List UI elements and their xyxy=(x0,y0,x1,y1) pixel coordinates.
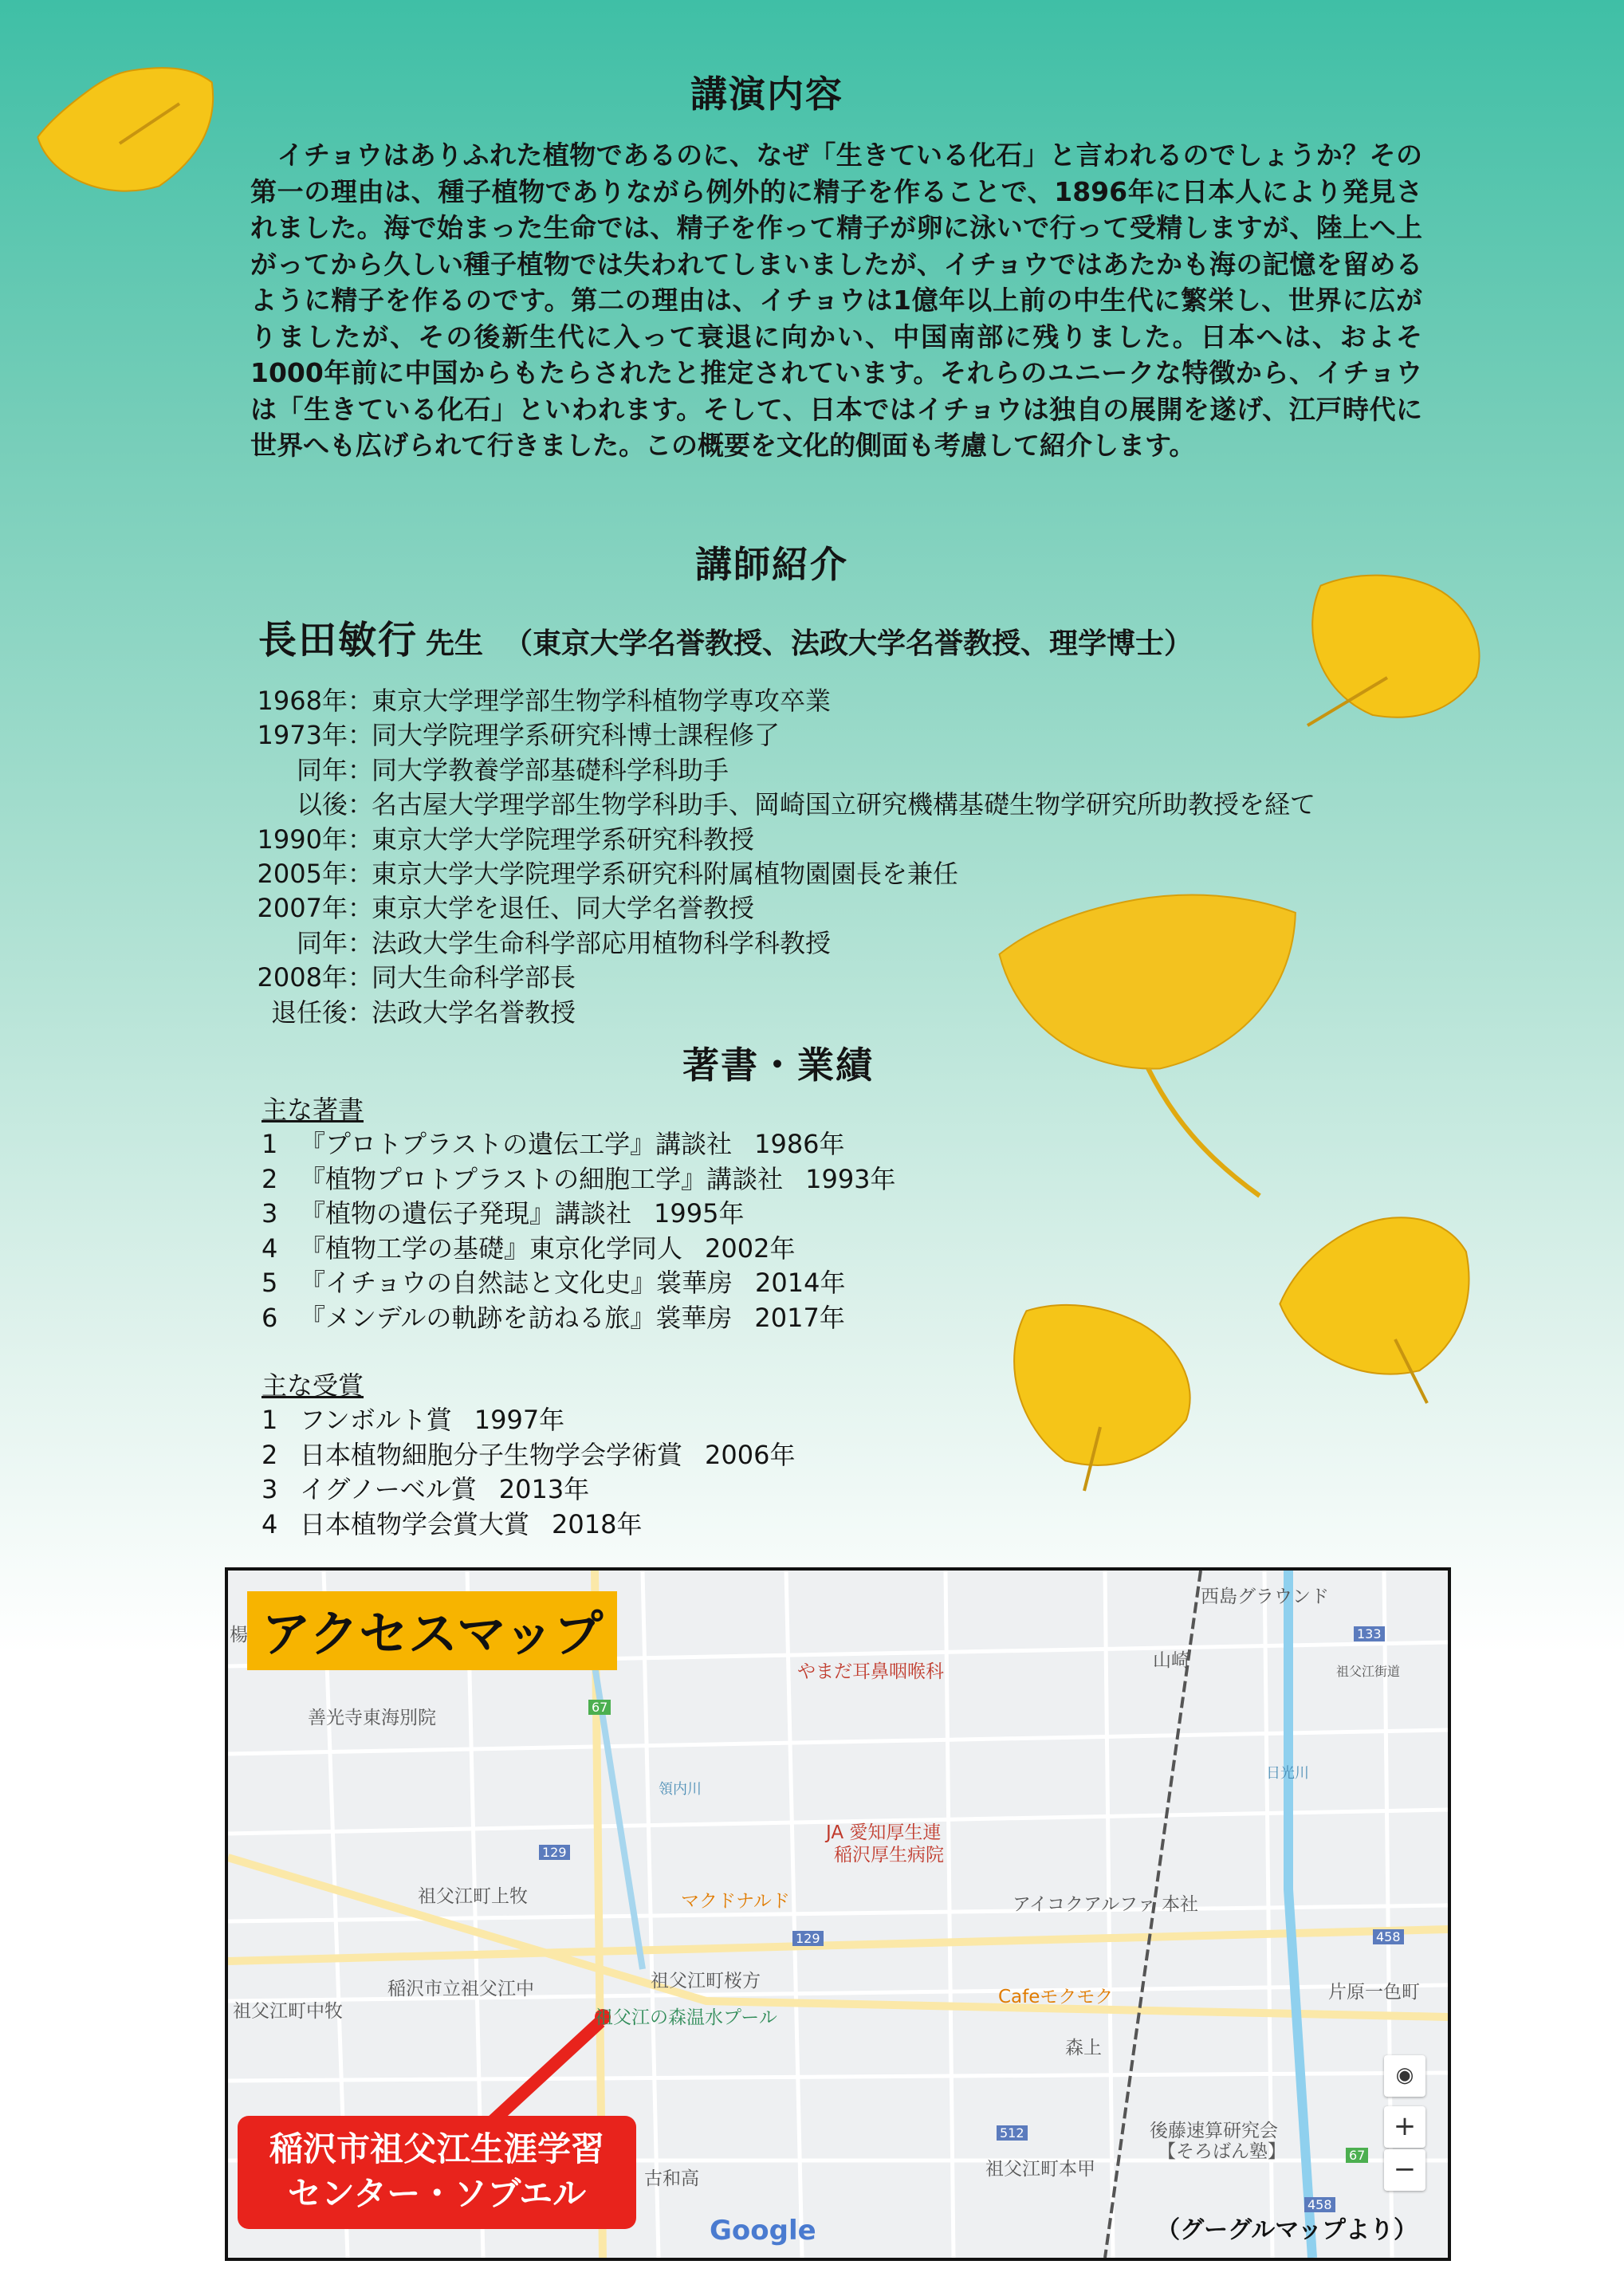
books-heading: 主な著書 xyxy=(261,1095,364,1125)
map-place[interactable]: マクドナルド xyxy=(681,1891,790,1912)
map-place[interactable]: 稲沢市立祖父江中 xyxy=(387,1979,534,1999)
venue-line2: センター・ソブエル xyxy=(287,2174,587,2213)
list-item xyxy=(261,1403,795,1438)
career-text: 東京大学を退任、同大学名誉教授 xyxy=(372,893,755,924)
map-place[interactable]: 古和高 xyxy=(644,2168,699,2189)
career-row xyxy=(242,926,1315,961)
item-year: 1995年 xyxy=(654,1198,745,1229)
item-year: 1997年 xyxy=(474,1405,565,1435)
zoom-out-button[interactable]: − xyxy=(1384,2149,1425,2191)
item-title: 日本植物細胞分子生物学会学術賞 xyxy=(300,1439,683,1470)
map-place[interactable]: 森上 xyxy=(1065,2038,1102,2058)
map-road-label: 祖父江街道 xyxy=(1336,1664,1401,1679)
career-text: 東京大学理学部生物学科植物学専攻卒業 xyxy=(372,686,832,716)
road-number: 458 xyxy=(1304,2197,1335,2212)
map-place[interactable]: JA 愛知厚生連 xyxy=(826,1822,942,1843)
list-item xyxy=(261,1127,896,1162)
career-year: 2005年 xyxy=(257,858,348,889)
map-place[interactable]: 片原一色町 xyxy=(1328,1982,1420,2003)
career-row xyxy=(242,718,1315,753)
career-text: 東京大学大学院理学系研究科教授 xyxy=(372,824,755,855)
ginkgo-leaf-icon xyxy=(32,48,239,207)
map-road-label: 領内川 xyxy=(659,1781,702,1798)
item-num: 4 xyxy=(261,1508,278,1539)
google-logo: Google xyxy=(710,2215,816,2247)
item-title: 『メンデルの軌跡を訪ねる旅』裳華房 xyxy=(300,1302,733,1333)
career-sep: ： xyxy=(348,824,374,855)
item-year: 2017年 xyxy=(754,1302,845,1333)
career-year: 1968年 xyxy=(257,686,348,716)
career-sep: ： xyxy=(348,927,374,958)
lecturer-heading: 講師紹介 xyxy=(695,543,848,586)
career-row xyxy=(242,961,1315,995)
map-place[interactable]: 祖父江町上牧 xyxy=(418,1886,528,1907)
item-num: 1 xyxy=(261,1405,278,1435)
locate-button[interactable]: ◉ xyxy=(1384,2055,1425,2097)
zoom-in-button[interactable]: + xyxy=(1384,2106,1425,2148)
item-year: 2006年 xyxy=(705,1439,796,1470)
career-sep: ： xyxy=(348,962,374,993)
map-place[interactable]: 祖父江の森温水プール xyxy=(595,2007,777,2028)
item-num: 2 xyxy=(261,1439,278,1470)
lecturer-name: 長田敏行 xyxy=(258,618,419,662)
career-year: 同年 xyxy=(296,927,348,958)
map-place[interactable]: やまだ耳鼻咽喉科 xyxy=(797,1661,944,1682)
item-num: 3 xyxy=(261,1198,278,1229)
lecturer-line xyxy=(258,609,1193,664)
item-num: 1 xyxy=(261,1129,278,1159)
map-place[interactable]: 【そろばん塾】 xyxy=(1158,2141,1286,2162)
career-row xyxy=(242,857,1315,891)
career-year: 同年 xyxy=(296,754,348,785)
career-sep: ： xyxy=(348,754,374,785)
map-place[interactable]: Cafeモクモク xyxy=(998,1987,1114,2007)
item-num: 5 xyxy=(261,1268,278,1298)
career-list xyxy=(242,684,1315,1030)
career-text: 同大生命科学部長 xyxy=(372,962,576,993)
map-place[interactable]: 祖父江町桜方 xyxy=(651,1971,761,1991)
awards-heading: 主な受賞 xyxy=(261,1370,364,1401)
career-text: 名古屋大学理学部生物学科助手、岡崎国立研究機構基礎生物学研究所助教授を経て xyxy=(372,789,1316,820)
career-row xyxy=(242,788,1315,822)
item-year: 2018年 xyxy=(552,1508,643,1539)
road-number: 129 xyxy=(792,1931,824,1946)
map-credit: （グーグルマップより） xyxy=(1156,2216,1418,2244)
item-year: 2002年 xyxy=(705,1233,796,1264)
road-number: 67 xyxy=(1346,2148,1368,2163)
map-place[interactable]: 祖父江町本甲 xyxy=(985,2159,1095,2180)
map-place[interactable]: 祖父江町中牧 xyxy=(233,2001,343,2022)
road-number: 67 xyxy=(588,1700,611,1715)
career-sep: ： xyxy=(348,893,374,924)
item-year: 1986年 xyxy=(754,1129,845,1159)
item-num: 3 xyxy=(261,1474,278,1504)
books-list xyxy=(261,1092,896,1335)
list-item xyxy=(261,1162,896,1197)
item-title: 『イチョウの自然誌と文化史』裳華房 xyxy=(300,1268,733,1298)
item-title: フンボルト賞 xyxy=(300,1405,452,1435)
career-row xyxy=(242,753,1315,788)
map-river-label: 日光川 xyxy=(1266,1765,1309,1782)
item-year: 2014年 xyxy=(755,1268,846,1298)
lecture-body: イチョウはありふれた植物であるのに、なぜ「生きている化石」と言われるのでしょうか？その第一の理由は、種子植物でありながら例外的に精子を作ることで、1896年に日本人により発見されました。海で始まった生命では、精子を作って精子が卵に泳いで行って受精しますが、陸上へ上がってから久しい種子植物では失われてしまいましたが、イチョウではあたかも海の記憶を留めるように精子を作るのです。第二の理由は、イチョウは1億年以上前の中生代に繁栄し、世界に広がりましたが、その後新生代に入って衰退に向かい、中国南部に残りました。日本へは、およそ1000年前に中国からもたらされたと推定されています。それらのユニークな特徴から、イチョウは「生きている化石」といわれます。そして、日本ではイチョウは独自の展開を遂げ、江戸時代に世界へも広げられて行きました。この概要を文化的側面も考慮して紹介します。 xyxy=(250,140,1422,461)
item-num: 4 xyxy=(261,1233,278,1264)
career-row xyxy=(242,891,1315,926)
item-title: 『植物工学の基礎』東京化学同人 xyxy=(300,1233,683,1264)
career-year: 退任後 xyxy=(270,997,348,1028)
item-title: 『植物プロトプラストの細胞工学』講談社 xyxy=(300,1163,784,1194)
career-year: 2008年 xyxy=(257,962,348,993)
awards-list xyxy=(261,1368,795,1542)
map-place[interactable]: 山崎 xyxy=(1153,1650,1189,1671)
access-map[interactable] xyxy=(225,1567,1451,2261)
road-number: 512 xyxy=(997,2125,1028,2141)
career-sep: ： xyxy=(348,858,374,889)
career-text: 同大学教養学部基礎科学科助手 xyxy=(372,754,729,785)
career-sep: ： xyxy=(348,720,374,751)
map-place[interactable]: 善光寺東海別院 xyxy=(308,1708,436,1728)
road-number: 129 xyxy=(539,1845,570,1860)
career-row xyxy=(242,996,1315,1030)
ginkgo-leaf-icon xyxy=(1276,1204,1491,1411)
item-num: 2 xyxy=(261,1163,278,1194)
item-title: イグノーベル賞 xyxy=(300,1474,477,1504)
item-year: 2013年 xyxy=(498,1474,590,1504)
map-place[interactable]: 稲沢厚生病院 xyxy=(834,1845,944,1866)
career-year: 以後 xyxy=(296,789,348,820)
career-sep: ： xyxy=(348,686,374,716)
lecturer-title: 先生 xyxy=(426,627,484,660)
road-number: 133 xyxy=(1354,1626,1385,1641)
career-sep: ： xyxy=(348,997,374,1028)
career-row xyxy=(242,823,1315,857)
map-edge-char: 楊 xyxy=(230,1625,248,1645)
item-title: 日本植物学会賞大賞 xyxy=(300,1508,530,1539)
item-title: 『植物の遺伝子発現』講談社 xyxy=(300,1198,632,1229)
lecture-heading: 講演内容 xyxy=(690,73,843,116)
item-year: 1993年 xyxy=(805,1163,896,1194)
career-year: 2007年 xyxy=(257,893,348,924)
venue-line1: 稲沢市祖父江生涯学習 xyxy=(269,2129,604,2168)
list-item xyxy=(261,1232,896,1267)
map-title: アクセスマップ xyxy=(247,1591,617,1670)
works-heading: 著書・業績 xyxy=(682,1044,874,1087)
map-place[interactable]: 後藤速算研究会 xyxy=(1150,2121,1278,2141)
career-text: 同大学院理学系研究科博士課程修了 xyxy=(372,720,781,751)
career-text: 法政大学生命科学部応用植物科学科教授 xyxy=(372,927,832,958)
list-item xyxy=(261,1266,896,1301)
ginkgo-leaf-icon xyxy=(1292,558,1491,733)
list-item xyxy=(261,1472,795,1508)
list-item xyxy=(261,1438,795,1473)
career-year: 1973年 xyxy=(257,720,348,751)
ginkgo-leaf-icon xyxy=(989,1292,1204,1499)
list-item xyxy=(261,1508,795,1543)
career-row xyxy=(242,684,1315,718)
list-item xyxy=(261,1301,896,1336)
career-sep: ： xyxy=(348,789,374,820)
career-text: 法政大学名誉教授 xyxy=(372,997,576,1028)
career-year: 1990年 xyxy=(257,824,348,855)
lecturer-affiliation: （東京大学名誉教授、法政大学名誉教授、理学博士） xyxy=(504,627,1193,660)
road-number: 458 xyxy=(1373,1929,1404,1944)
map-place[interactable]: アイコクアルファ 本社 xyxy=(1013,1894,1198,1915)
list-item xyxy=(261,1197,896,1232)
career-text: 東京大学大学院理学系研究科附属植物園園長を兼任 xyxy=(372,858,959,889)
venue-label xyxy=(238,2116,636,2229)
item-num: 6 xyxy=(261,1302,278,1333)
item-title: 『プロトプラストの遺伝工学』講談社 xyxy=(300,1129,733,1159)
map-place[interactable]: 西島グラウンド xyxy=(1201,1586,1329,1607)
